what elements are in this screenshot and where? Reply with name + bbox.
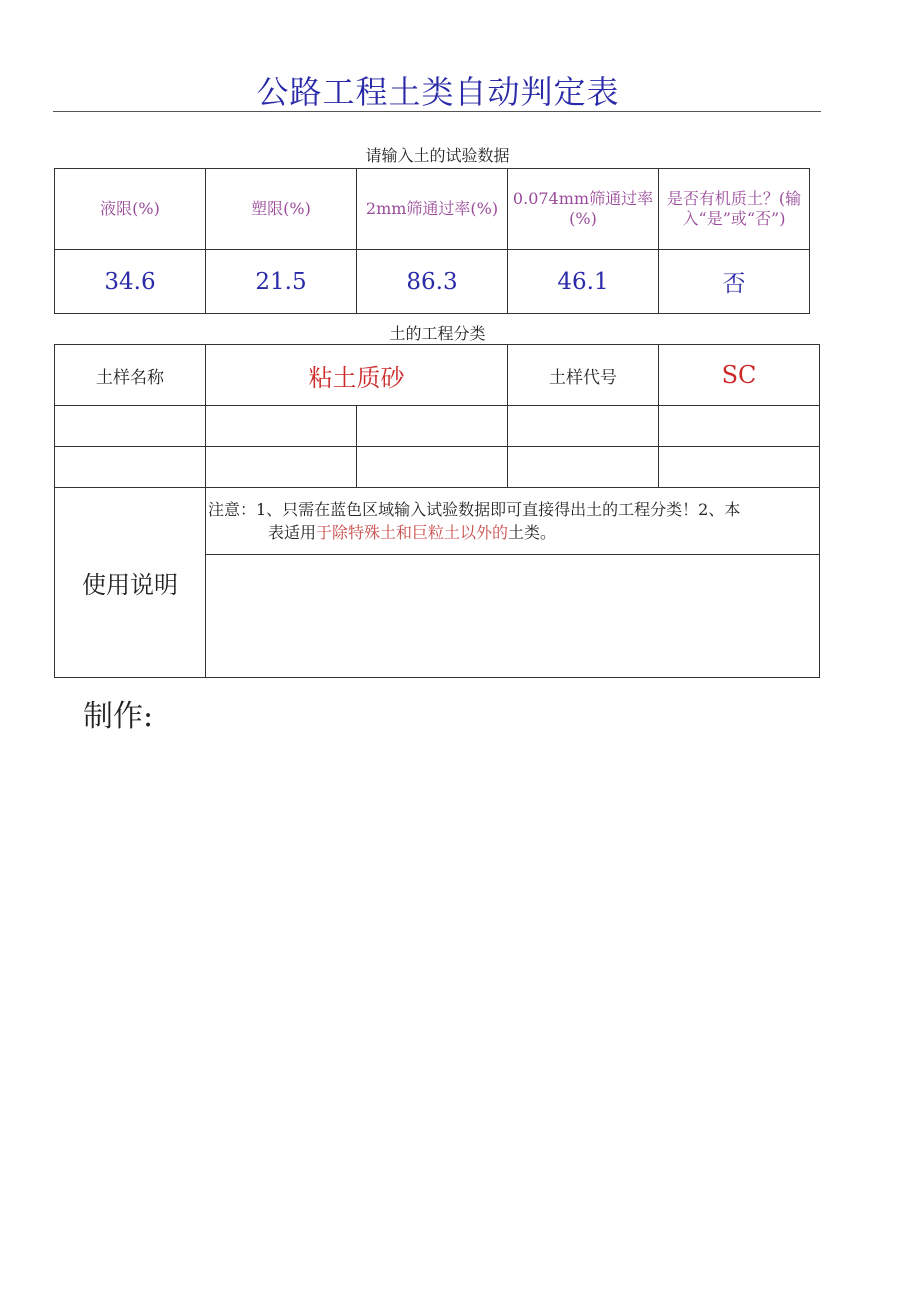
usage-note-prefix: 表适用	[268, 523, 317, 542]
input-plastic-limit[interactable]: 21.5	[206, 250, 357, 314]
empty-cell	[55, 406, 206, 447]
empty-cell	[206, 447, 357, 488]
input-section-caption: 请输入土的试验数据	[365, 146, 510, 165]
empty-cell	[508, 447, 659, 488]
input-2mm-passing[interactable]: 86.3	[357, 250, 508, 314]
header-liquid-limit: 液限(%)	[55, 169, 206, 250]
empty-cell	[357, 406, 508, 447]
empty-cell	[659, 406, 820, 447]
empty-cell	[659, 447, 820, 488]
header-2mm-passing: 2mm筛通过率(%)	[357, 169, 508, 250]
empty-cell	[206, 406, 357, 447]
input-0074mm-passing[interactable]: 46.1	[508, 250, 659, 314]
input-data-table	[54, 168, 810, 314]
input-organic-soil[interactable]: 否	[659, 250, 810, 314]
usage-note	[206, 488, 820, 555]
header-plastic-limit: 塑限(%)	[206, 169, 357, 250]
soil-name-value: 粘土质砂	[206, 345, 508, 406]
usage-note-highlight: 于除特殊土和巨粒土以外的	[316, 523, 509, 542]
title-divider	[53, 111, 821, 112]
soil-code-label: 土样代号	[508, 345, 659, 406]
usage-blank-area	[206, 555, 820, 678]
classification-table	[54, 344, 820, 678]
page-title: 公路工程土类自动判定表	[256, 73, 620, 111]
classification-section-caption: 土的工程分类	[389, 324, 486, 343]
usage-label: 使用说明	[55, 488, 206, 678]
soil-code-value: SC	[659, 345, 820, 406]
soil-name-label: 土样名称	[55, 345, 206, 406]
usage-note-suffix: 土类。	[508, 523, 557, 542]
empty-cell	[357, 447, 508, 488]
input-liquid-limit[interactable]: 34.6	[55, 250, 206, 314]
usage-note-line2	[208, 521, 817, 544]
empty-cell	[55, 447, 206, 488]
usage-note-line1: 注意：1、只需在蓝色区域输入试验数据即可直接得出土的工程分类！2、本	[208, 500, 741, 519]
empty-cell	[508, 406, 659, 447]
header-0074mm-passing: 0.074mm筛通过率(%)	[508, 169, 659, 250]
header-organic-soil: 是否有机质土？(输入“是”或“否”)	[659, 169, 810, 250]
maker-label: 制作:	[83, 699, 154, 734]
